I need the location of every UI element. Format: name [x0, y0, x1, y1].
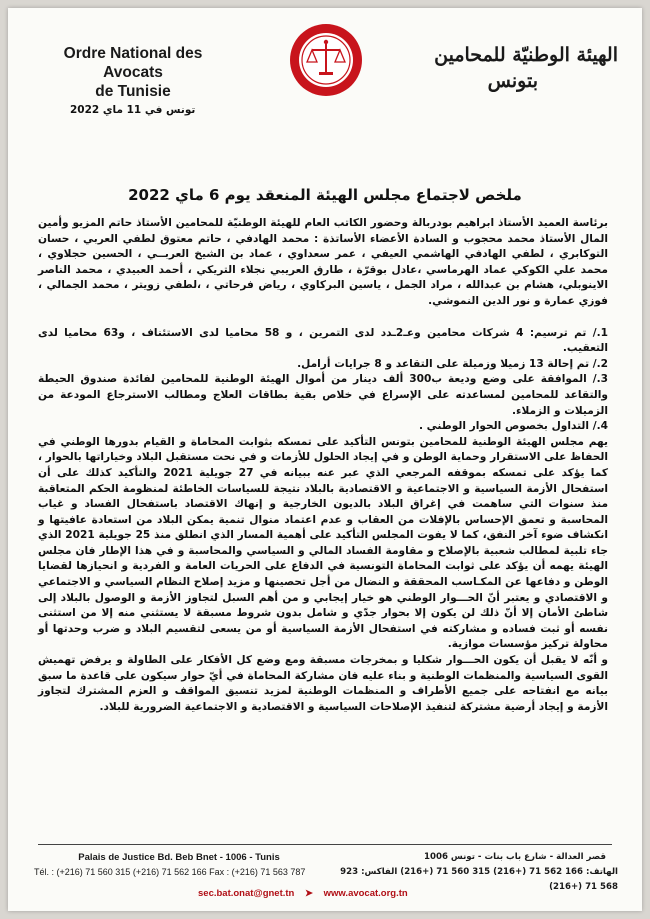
item-3-deposit: 3./ الموافقة على وضع وديعة ب300 ألف دينار من أموال الهيئة الوطنية للمحامين لفائدة صندوق الحيطة والتقاعد للمحامين لمساعدته على الإسراع في خلاص بقية بطاقات العلاج ومطالب الاسترجاع المودعة من الزميلات و الزملاء. — [38, 373, 608, 417]
letter-page — [8, 8, 642, 911]
arabic-org-line-2: بتونس — [487, 70, 538, 92]
item-2-retirements: 2./ تم إحالة 13 زميلا وزميلة على التقاعد و 8 جرايات أرامل. — [297, 357, 608, 370]
footer-french-address: Palais de Justice Bd. Beb Bnet - 1006 - Tunis — [78, 852, 280, 863]
website-link[interactable]: www.avocat.org.tn — [323, 888, 408, 899]
footer-arabic-phones: الهاتف: 166 562 71 (+216) 315 560 71 (+216) الفاكس: 923 568 71 (+216) — [340, 867, 618, 892]
email-link[interactable]: sec.bat.onat@gnet.tn — [198, 888, 295, 899]
document-body — [38, 216, 608, 715]
document-date: تونس في 11 ماي 2022 — [70, 104, 196, 116]
footer-divider — [38, 844, 612, 845]
french-org-line-1: Ordre National des Avocats — [63, 45, 203, 81]
bar-association-seal-logo — [288, 22, 364, 98]
paragraph-spacer — [38, 310, 608, 326]
footer-french — [34, 850, 324, 880]
footer-french-phones: Tél. : (+216) 71 560 315 (+216) 71 562 166 Fax : (+216) 71 563 787 — [34, 867, 306, 877]
attendance-paragraph: برئاسة العميد الأستاذ ابراهيم بودربالة وحضور الكاتب العام للهيئة الوطنيّة للمحامين الأستاذ حاتم المزيو وأمين المال الأستاذ محمد محجوب و السادة الأعضاء الأساتذة : محمد الهادفي ، حاتم معتوق لطفي العربي ، حسان التوكابري ، لطفي الهادفي الهاشمي العيفي ، عمر سعداوي ، عماد بن الشيخ العربــي ، الحسين حجلاوي ، محمد علي الكوكي عماد الهرماسي ،عادل بوقرّة ، طارق العريبي نجلاء التريكي ، أحمد العبيدي ، محمد الناصر الاينوبلي، هشام بن عبدالله ، مراد الجمل ، ياسين البركاوي ، رياض فرحاتي ، ،لطفي زويتر ، محمد الجمالي ، فوزي عمارة و نور الدين النموشي. — [38, 217, 608, 307]
french-org-line-2: de Tunisie — [95, 83, 171, 100]
arabic-org-name — [398, 42, 618, 94]
document-title: ملخص لاجتماع مجلس الهيئة المنعقد يوم 6 ماي 2022 — [128, 186, 522, 204]
item-4-national-dialogue: 4./ التداول بخصوص الحوار الوطني . — [418, 420, 608, 433]
french-org-name — [38, 44, 228, 101]
council-statement-paragraph: يهم مجلس الهيئة الوطنية للمحامين بتونس التأكيد على تمسكه بثوابت المحاماة و القيام بدورها الوطني في الحفاظ على الاستقرار وحماية الوطن و في إيجاد الحلول للأزمات و في نحت مستقبل البلاد وخياراتها بالحوار ، كما يؤكد على تمسكه بموقفه المرجعي الذي عبر عنه ببيانه في 27 جويلية 2021 والتأكيد كذلك على أن استفحال الأزمة السياسية و الاجتماعية و الاقتصادية بالبلاد نتيجة للسياسات الخاطئة لمنظومة الحكم المتعاقبة منذ سنوات التي ساهمت في إغراق البلاد بالديون الخارجية و إنهاك الاقتصاد باستفحال الفساد و غياب المحاسبة و تعمق الإحساس بالإفلات من العقاب و عدم اعتماد منوال تنمية يمكن البلاد من استعادة عافيتها و انكشاف ضوء آخر النفق، كما لا يفوت المجلس التأكيد على أهمية المسار الذي انطلق منذ 25 جويلية 2021 الذي جاء تلبية لمطالب شعبية بالإصلاح و مقاومة الفساد المالي و السياسي والمحاسبة و في هذا الإطار فان مجلس الهيئة يهمه أن يؤكد على ثوابت المحاماة التونسية في الدفاع على الحريات العامة و الفردية و انحيازها لقضايا الوطن و دفاعها عن المكـاسب المحققة و النضال من أجل تحصينها و مزيد إصلاح النظام السياسي و الاجتماعي و الاقتصادي و يعتبر أنّ الحـــوار الوطني هو خيار إيجابي و من أهم السبل لتجاوز الأزمة و الوصول بالبلاد إلى شاطئ الأمان إلا أنّ ذلك لن يكون إلا بحوار جدّي و شامل بدون شروط مسبقة لا يستثني منه إلا من استثنى نفسه أو ثبت فساده و مشاركته في استفحال الأزمة السياسية أو من يسعى لتقسيم البلاد و ضرب وحدتها أو محاولة تركيز مؤسسات موازية. — [38, 435, 608, 651]
item-1-registrations: 1./ تم ترسيم: 4 شركات محامين وعـ2ـدد لدى التمرين ، و 58 محاميا لدى الاستئناف ، و63 محاميا لدى التعقيب. — [38, 326, 609, 355]
footer-contact — [198, 888, 458, 899]
arabic-org-line-1: الهيئة الوطنيّة للمحامين — [434, 44, 618, 66]
dialogue-conditions-paragraph: و أنّه لا يقبل أن يكون الحـــوار شكليا و بمخرجات مسبقة ومع وضع كل الأفكار على الطاولة و يرفض تهميش القوى السياسية والمنظمات الوطنية و بناء عليه فان مشاركة المحاماة في أيّ حوار سيكون على قاعدة ما سبق بيانه مع انفتاحه على جميع الأطراف و المنظمات الوطنية لمزيد تنسيق المواقف و العزم المشترك لتجاوز الأزمة و إيجاد أرضية مشتركة لتنفيذ الإصلاحات السياسية و الاقتصادية و الاجتماعية الضرورية للبلاد. — [38, 654, 608, 713]
footer-arabic-address: قصر العدالة - شارع باب بنات - تونس 1006 — [424, 852, 606, 862]
arrow-right-icon: ➤ — [305, 888, 313, 899]
